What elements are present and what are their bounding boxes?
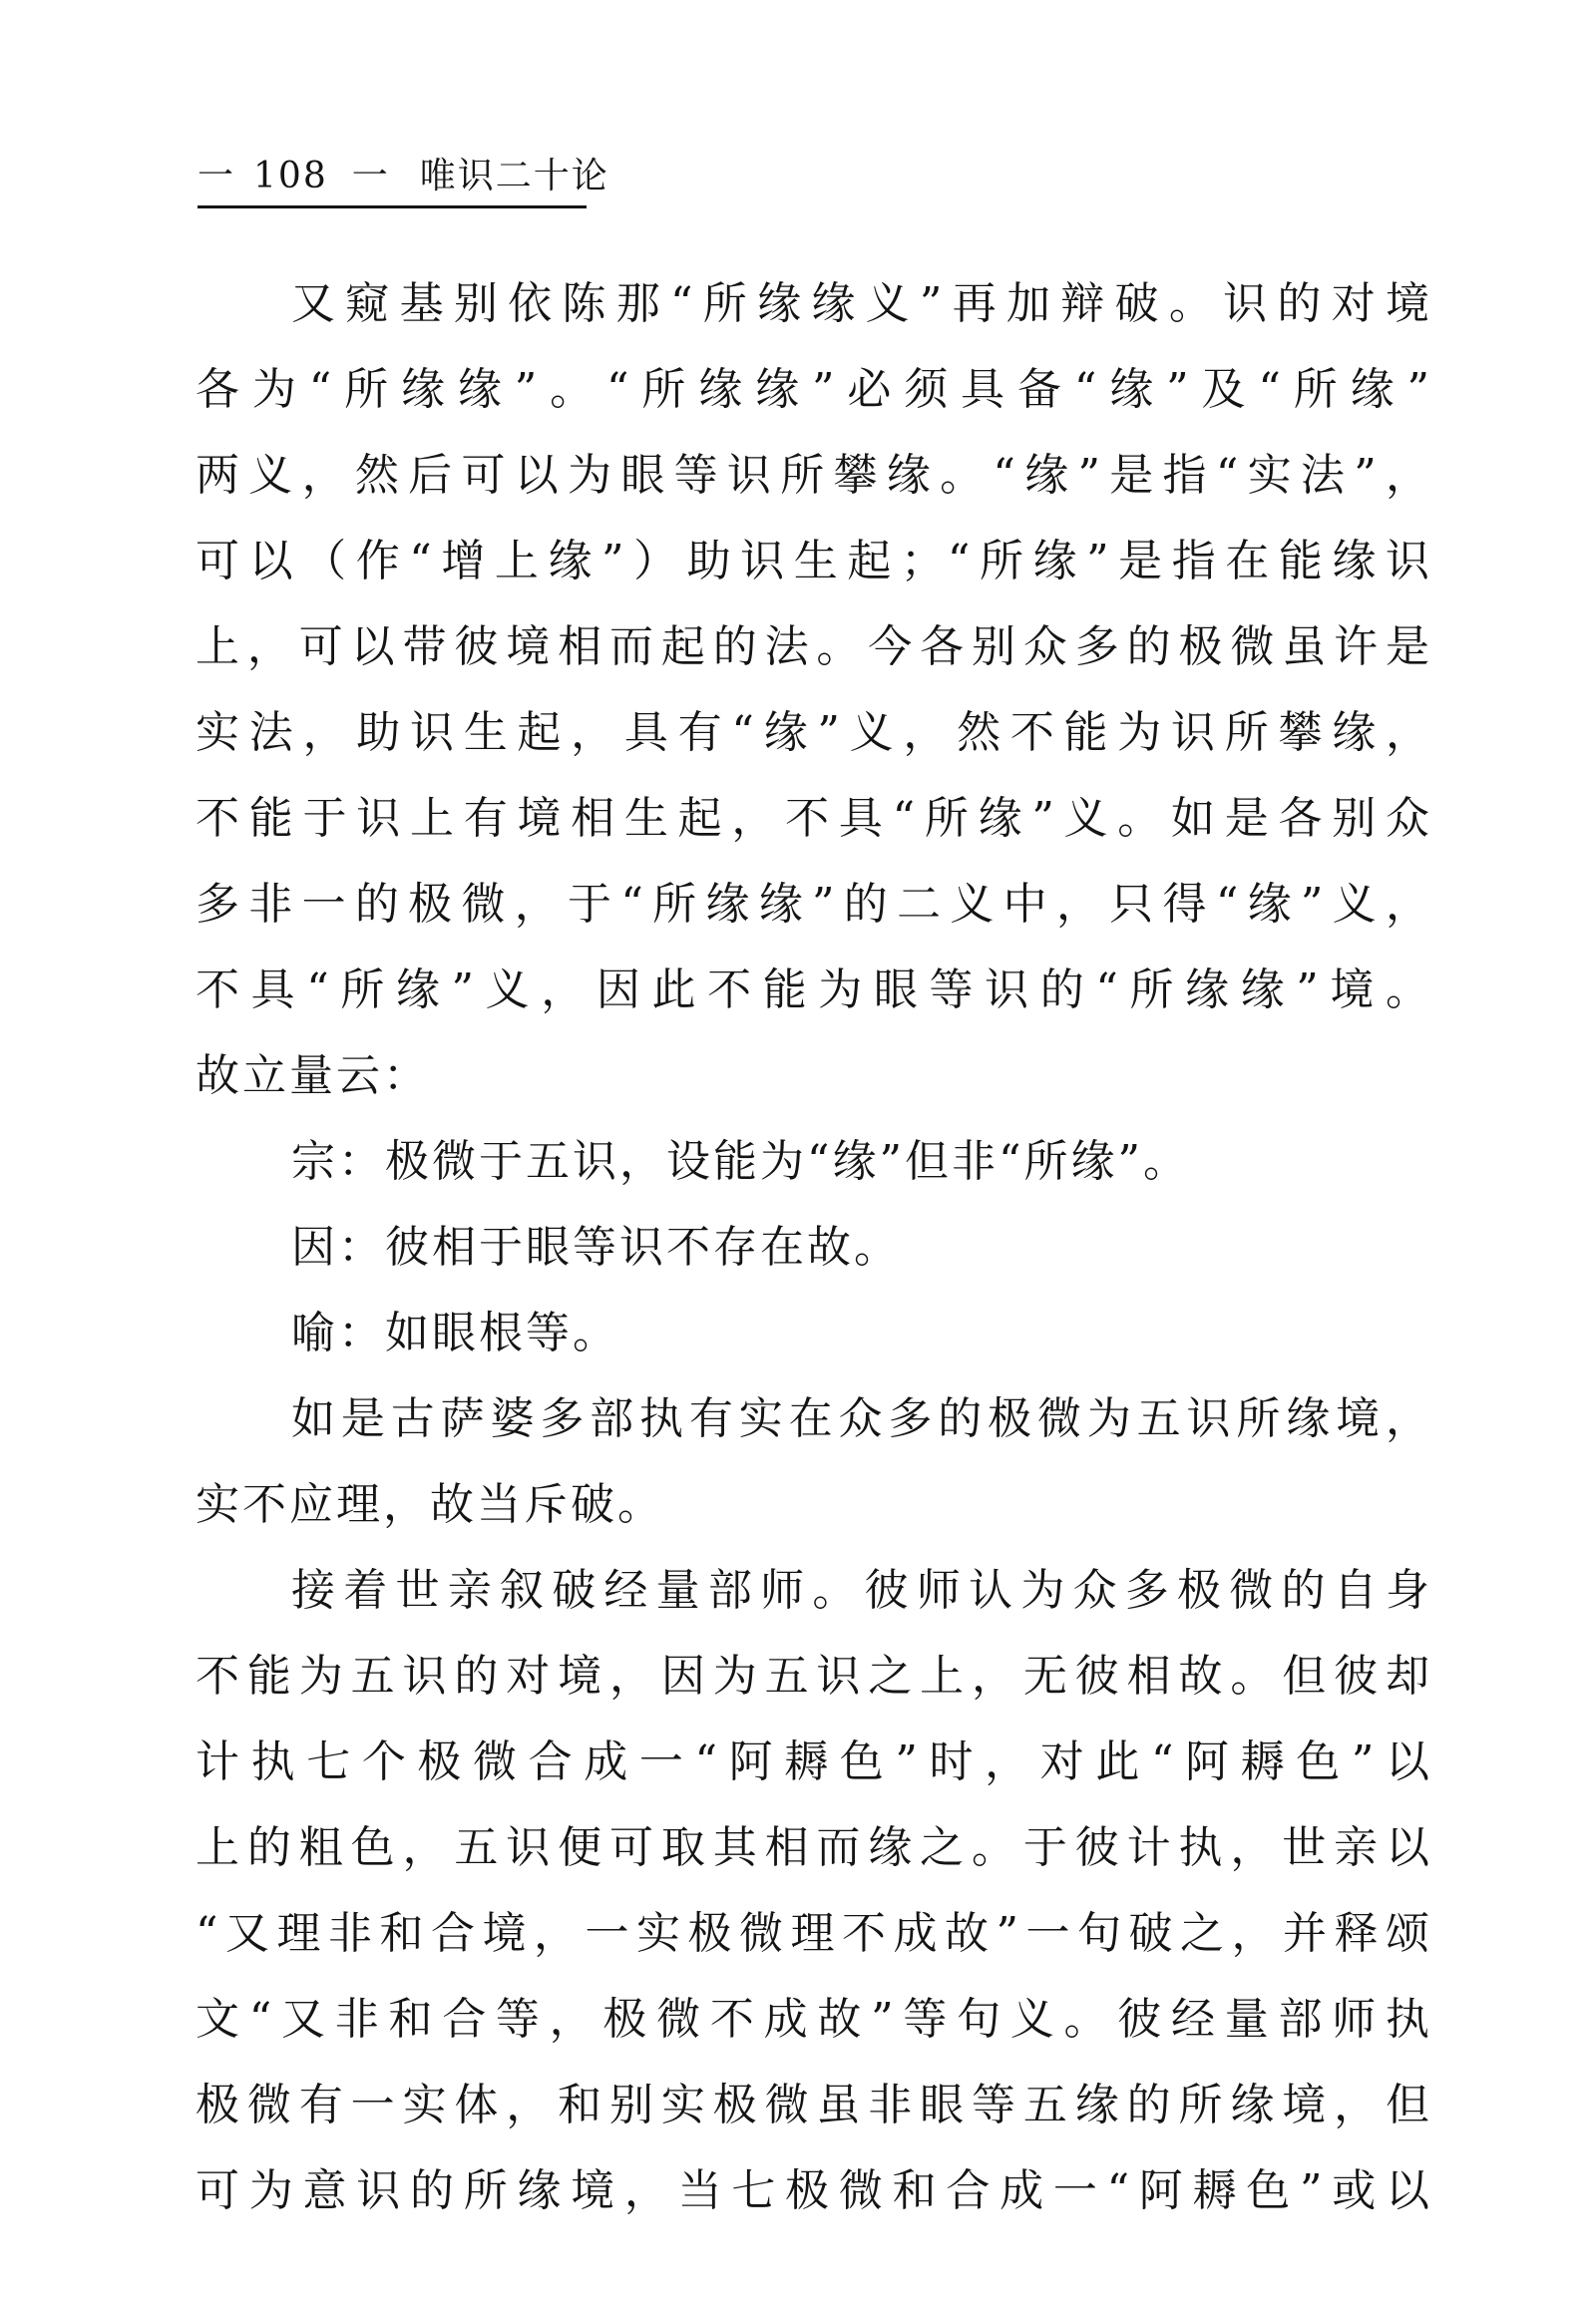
paragraph-line: 接着世亲叙破经量部师。彼师认为众多极微的自身 xyxy=(291,1565,1432,1616)
paragraph-line: 两义，然后可以为眼等识所攀缘。“缘”是指“实法”， xyxy=(196,450,1432,501)
body-text xyxy=(196,261,1432,2234)
paragraph-line: 上，可以带彼境相而起的法。今各别众多的极微虽许是 xyxy=(196,621,1432,672)
paragraph-line: 实法，助识生起，具有“缘”义，然不能为识所攀缘， xyxy=(196,707,1432,758)
paragraph-line: 多非一的极微，于“所缘缘”的二义中，只得“缘”义， xyxy=(196,879,1432,930)
paragraph-line: 文“又非和合等，极微不成故”等句义。彼经量部师执 xyxy=(196,1994,1432,2045)
paragraph-line: 故立量云： xyxy=(196,1050,430,1101)
paragraph-line: 计执七个极微合成一“阿耨色”时，对此“阿耨色”以 xyxy=(196,1736,1432,1787)
syllogism-example: 喻：如眼根等。 xyxy=(291,1308,619,1358)
paragraph-line: “又理非和合境，一实极微理不成故”一句破之，并释颂 xyxy=(196,1908,1432,1959)
paragraph-line: 实不应理，故当斥破。 xyxy=(196,1479,664,1530)
header-dash-right: 一 xyxy=(351,156,390,196)
paragraph-line: 不能为五识的对境，因为五识之上，无彼相故。但彼却 xyxy=(196,1651,1432,1702)
paragraph-line: 上的粗色，五识便可取其相而缘之。于彼计执，世亲以 xyxy=(196,1822,1432,1873)
paragraph-line: 可为意识的所缘境，当七极微和合成一“阿耨色”或以 xyxy=(196,2165,1432,2216)
paragraph-line: 又窥基别依陈那“所缘缘义”再加辩破。识的对境 xyxy=(291,278,1432,329)
paragraph-line: 极微有一实体，和别实极微虽非眼等五缘的所缘境，但 xyxy=(196,2080,1432,2130)
running-header xyxy=(198,152,609,201)
syllogism-reason: 因：彼相于眼等识不存在故。 xyxy=(291,1222,901,1273)
syllogism-thesis: 宗：极微于五识，设能为“缘”但非“所缘”。 xyxy=(291,1136,1190,1187)
paragraph-line: 可以（作“增上缘”）助识生起；“所缘”是指在能缘识 xyxy=(196,536,1432,586)
paragraph-line: 不具“所缘”义，因此不能为眼等识的“所缘缘”境。 xyxy=(196,964,1432,1015)
book-title: 唯识二十论 xyxy=(419,156,609,196)
paragraph-line: 不能于识上有境相生起，不具“所缘”义。如是各别众 xyxy=(196,793,1432,844)
page-number: 108 xyxy=(253,156,328,196)
header-rule xyxy=(198,205,587,208)
paragraph-line: 如是古萨婆多部执有实在众多的极微为五识所缘境， xyxy=(291,1393,1432,1444)
paragraph-line: 各为“所缘缘”。“所缘缘”必须具备“缘”及“所缘” xyxy=(196,364,1432,415)
header-dash-left: 一 xyxy=(198,156,236,196)
